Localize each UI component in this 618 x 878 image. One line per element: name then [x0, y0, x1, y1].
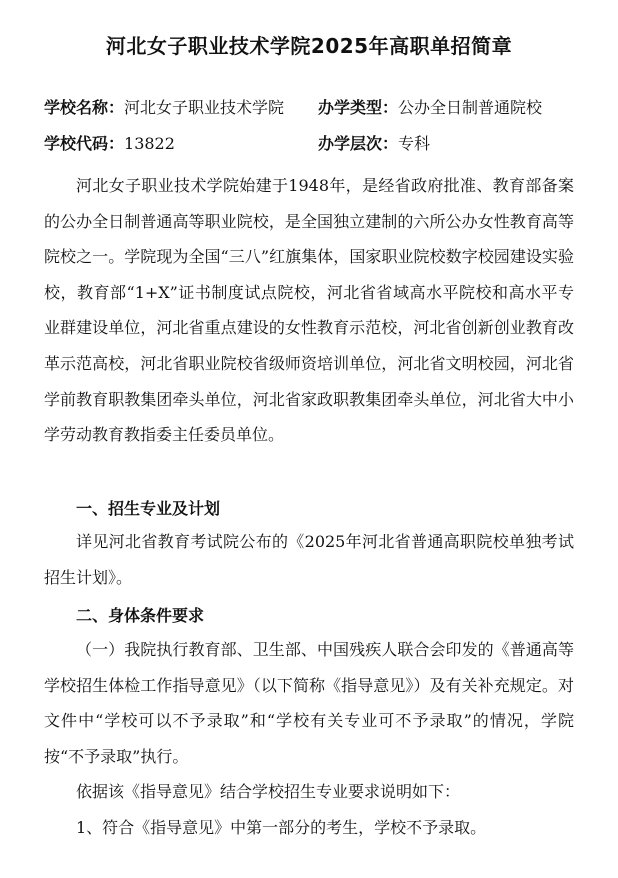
physical-paragraph-2: 依据该《指导意见》结合学校招生专业要求说明如下：	[76, 782, 461, 801]
physical-paragraph-1: （一）我院执行教育部、卫生部、中国残疾人联合会印发的《普通高等学校招生体检工作指导意见》（以下简称《指导意见》）及有关补充规定。对文件中“学校可以不予录取”和“学校有关专业可不予录取”的情况，学院按“不予录取”执行。	[44, 640, 574, 766]
school-type-label: 办学类型：	[318, 98, 399, 117]
school-type-row	[318, 95, 542, 118]
enrollment-paragraph: 详见河北省教育考试院公布的《2025年河北省普通高职院校单独考试招生计划》。	[44, 532, 574, 587]
school-code-value: 13822	[124, 134, 175, 153]
section-heading-physical: 二、身体条件要求	[76, 606, 205, 625]
school-code-row	[44, 131, 175, 154]
intro-paragraph: 河北女子职业技术学院始建于1948年，是经省政府批准、教育部备案的公办全日制普通高等职业院校，是全国独立建制的六所公办女性教育高等院校之一。学院现为全国“三八”红旗集体，国家职业院校数字校园建设实验校，教育部“1+X”证书制度试点院校，河北省省域高水平院校和高水平专业群建设单位，河北省重点建设的女性教育示范校，河北省创新创业教育改革示范高校，河北省职业院校省级师资培训单位，河北省文明校园，河北省学前教育职教集团牵头单位，河北省家政职教集团牵头单位，河北省大中小学劳动教育教指委主任委员单位。	[44, 176, 574, 445]
school-type-value: 公办全日制普通院校	[398, 98, 543, 117]
school-name-row	[44, 95, 284, 118]
section-heading-enrollment: 一、招生专业及计划	[76, 499, 221, 518]
school-level-value: 专科	[398, 134, 431, 153]
school-level-row	[318, 131, 430, 154]
document-title: 河北女子职业技术学院2025年高职单招简章	[105, 34, 513, 58]
school-name-label: 学校名称：	[44, 98, 125, 117]
school-level-label: 办学层次：	[318, 134, 399, 153]
physical-item-1: 1、符合《指导意见》中第一部分的考生，学校不予录取。	[76, 818, 487, 837]
school-name-value: 河北女子职业技术学院	[124, 98, 285, 117]
school-code-label: 学校代码：	[44, 134, 125, 153]
